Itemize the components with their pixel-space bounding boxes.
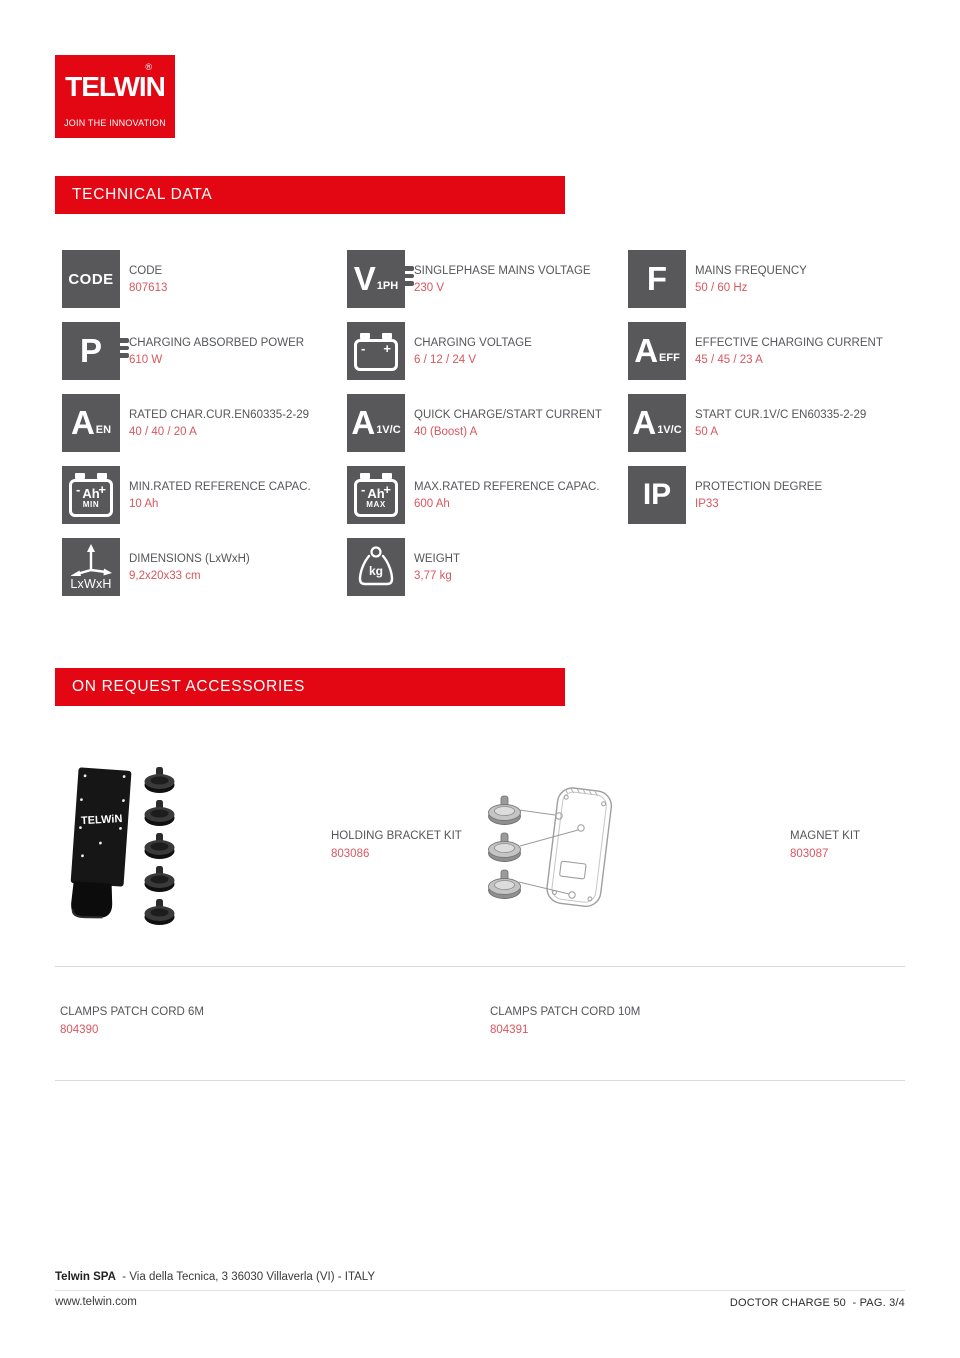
minus-sign: - [361, 340, 366, 356]
tech-item-mains-voltage [347, 250, 628, 308]
tech-label: MIN.RATED REFERENCE CAPAC. [129, 480, 311, 493]
technical-data-banner [55, 176, 565, 214]
ampere-1vc-icon [628, 394, 686, 452]
lxwxh-text: LxWxH [70, 576, 112, 591]
holding-bracket-image [64, 765, 179, 927]
tech-label: PROTECTION DEGREE [695, 480, 823, 493]
tech-value: 6 / 12 / 24 V [414, 353, 477, 366]
accessory-name: CLAMPS PATCH CORD 10M [490, 1006, 641, 1018]
code-icon-text: CODE [68, 270, 114, 288]
icon-main: IP [642, 478, 672, 511]
tech-item-code [62, 250, 347, 308]
tech-item-charging-voltage [347, 322, 628, 380]
technical-data-title: TECHNICAL DATA [72, 186, 213, 203]
icon-main: A [70, 403, 95, 441]
bracket-telwin-text: TELWiN [80, 813, 123, 828]
battery-ah-min-icon [62, 466, 120, 524]
power-icon [62, 322, 120, 380]
tech-value: 50 / 60 Hz [695, 281, 748, 294]
tech-item-max-capacity [347, 466, 628, 524]
icon-main: A [351, 403, 376, 441]
kit-magnets [489, 796, 521, 899]
max-text: MAX [366, 500, 386, 509]
tech-value: 3,77 kg [414, 569, 452, 582]
frequency-icon [628, 250, 686, 308]
logo-tagline: JOIN THE INNOVATION [64, 118, 166, 128]
divider [55, 966, 905, 967]
kg-text: kg [368, 564, 384, 578]
telwin-logo [55, 55, 175, 138]
tech-value: IP33 [695, 497, 719, 510]
icon-sub: 1V/C [376, 424, 401, 437]
code-icon [62, 250, 120, 308]
tech-value: 807613 [129, 281, 168, 294]
clamps-patch-cord-6m-item [60, 1006, 204, 1036]
bracket-magnets [145, 767, 175, 925]
icon-main: P [79, 331, 102, 369]
logo-brand-text: TELWIN [65, 71, 165, 102]
tech-label: RATED CHAR.CUR.EN60335-2-29 [129, 408, 310, 421]
tech-label: EFFECTIVE CHARGING CURRENT [695, 336, 883, 349]
tech-label: SINGLEPHASE MAINS VOLTAGE [414, 264, 591, 277]
icon-main: A [632, 403, 657, 441]
tech-value: 45 / 45 / 23 A [695, 353, 763, 366]
accessory-code: 804391 [490, 1024, 529, 1036]
tech-item-absorbed-power [62, 322, 347, 380]
tech-value: 9,2x20x33 cm [129, 569, 201, 582]
tech-label: MAX.RATED REFERENCE CAPAC. [414, 480, 600, 493]
tech-value: 610 W [129, 353, 163, 366]
tech-item-effective-current [628, 322, 918, 380]
icon-sub: 1V/C [657, 424, 682, 437]
tech-label: START CUR.1V/C EN60335-2-29 [695, 408, 867, 421]
tech-label: DIMENSIONS (LxWxH) [129, 552, 250, 565]
plus-sign: + [98, 481, 106, 497]
accessory-code: 804390 [60, 1024, 99, 1036]
minus-sign: - [361, 481, 366, 497]
clamps-patch-cord-10m-item [490, 1006, 640, 1036]
plug-prongs [405, 266, 414, 286]
min-text: MIN [82, 500, 100, 509]
weight-icon [347, 538, 405, 596]
plus-sign: + [383, 481, 391, 497]
tech-value: 40 / 40 / 20 A [129, 425, 197, 438]
accessory-name: HOLDING BRACKET KIT [331, 830, 462, 842]
tech-item-dimensions [62, 538, 347, 596]
ip-icon [628, 466, 686, 524]
ampere-eff-icon [628, 322, 686, 380]
tech-label: CODE [129, 264, 163, 277]
tech-item-quick-charge-current [347, 394, 628, 452]
dimensions-axes-icon [62, 538, 120, 596]
icon-main: A [634, 331, 659, 369]
tech-label: CHARGING ABSORBED POWER [129, 336, 305, 349]
tech-label: CHARGING VOLTAGE [414, 336, 532, 349]
icon-sub: EFF [659, 352, 680, 365]
tech-label: MAINS FREQUENCY [695, 264, 807, 277]
plug-prongs [120, 338, 129, 358]
icon-main: V [353, 259, 376, 297]
footer-address-text: - Via della Tecnica, 3 36030 Villaverla (VI) - ITALY [115, 1271, 376, 1283]
device-back-outline [545, 786, 613, 908]
ah-text: Ah [367, 485, 385, 501]
technical-data-grid [62, 250, 918, 596]
magnet-kit-image [486, 784, 634, 916]
battery-icon [347, 322, 405, 380]
accessories-banner [55, 668, 565, 706]
tech-value: 230 V [414, 281, 445, 294]
holding-bracket-kit-item [331, 830, 462, 860]
accessories-title: ON REQUEST ACCESSORIES [72, 678, 306, 695]
footer-document-reference: DOCTOR CHARGE 50 - PAG. 3/4 [729, 1297, 905, 1309]
footer-divider [55, 1290, 905, 1291]
magnet-kit-item [790, 830, 860, 860]
tech-item-min-capacity [62, 466, 347, 524]
accessory-code: 803087 [790, 848, 829, 860]
tech-label: WEIGHT [414, 552, 460, 565]
footer-company: Telwin SPA [55, 1271, 116, 1283]
singlephase-voltage-icon [347, 250, 405, 308]
footer-address [55, 1271, 375, 1283]
tech-value: 40 (Boost) A [414, 425, 478, 438]
battery-ah-max-icon [347, 466, 405, 524]
tech-item-protection-degree [628, 466, 918, 524]
ah-text: Ah [82, 485, 100, 501]
icon-sub: EN [95, 424, 112, 437]
minus-sign: - [76, 481, 81, 497]
tech-item-rated-current [62, 394, 347, 452]
accessory-code: 803086 [331, 848, 370, 860]
accessory-name: MAGNET KIT [790, 830, 861, 842]
ampere-en-icon [62, 394, 120, 452]
tech-label: QUICK CHARGE/START CURRENT [414, 408, 602, 421]
tech-item-weight [347, 538, 628, 596]
tech-value: 50 A [695, 425, 719, 438]
weight-glyph [353, 545, 399, 589]
footer-website: www.telwin.com [55, 1296, 137, 1308]
tech-item-start-current [628, 394, 918, 452]
tech-value: 10 Ah [129, 497, 159, 510]
icon-sub: 1PH [376, 280, 399, 293]
icon-main: F [646, 259, 668, 297]
tech-item-mains-frequency [628, 250, 918, 308]
ampere-1vc-icon [347, 394, 405, 452]
divider [55, 1080, 905, 1081]
axes-arrows [70, 544, 112, 576]
tech-value: 600 Ah [414, 497, 450, 510]
accessory-name: CLAMPS PATCH CORD 6M [60, 1006, 204, 1018]
registered-mark: ® [145, 62, 152, 72]
plus-sign: + [383, 340, 391, 356]
